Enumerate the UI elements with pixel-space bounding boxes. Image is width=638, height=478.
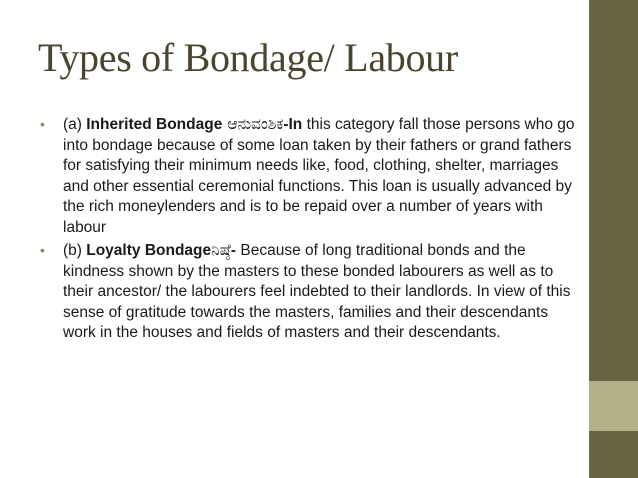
bullet-prefix: (a) <box>63 116 87 133</box>
bullet-icon: • <box>40 116 45 132</box>
bullet-loyalty-bondage <box>40 240 575 344</box>
bullet-term-native: ಆನುವಂಶಿಕ <box>222 115 284 133</box>
bullet-text: this category fall those persons who go into bondage because of some loan taken by their fathers or grand fathers for satisfying their minimum needs like, food, clothing, shelter, marriages and other essential ceremonial functions. This loan is usually advanced by the rich moneylenders and is to be repaid over a number of years with labour <box>63 116 575 236</box>
bullet-inherited-bondage <box>40 114 575 238</box>
bullet-term: Inherited Bondage <box>86 116 223 133</box>
bullet-term: Loyalty Bondage <box>86 242 212 259</box>
bullet-list <box>40 114 575 346</box>
slide-title: Types of Bondage/ Labour <box>38 35 458 80</box>
bullet-term-native: ನಿಷ್ಠೆ <box>211 241 231 259</box>
sidebar-accent-block <box>589 381 638 431</box>
bullet-prefix: (b) <box>63 242 87 259</box>
bullet-text: Because of long traditional bonds and the kindness shown by the masters to these bonded labourers as well as to their ancestor/ the labourers feel indebted to their landlords. In view of this sense of gratitude towards the masters, families and their descendants work in the houses and fields of masters and their descendants. <box>63 242 571 341</box>
bullet-term-tail: - <box>230 242 237 259</box>
bullet-icon: • <box>40 242 45 258</box>
bullet-term-tail: -In <box>283 116 303 133</box>
